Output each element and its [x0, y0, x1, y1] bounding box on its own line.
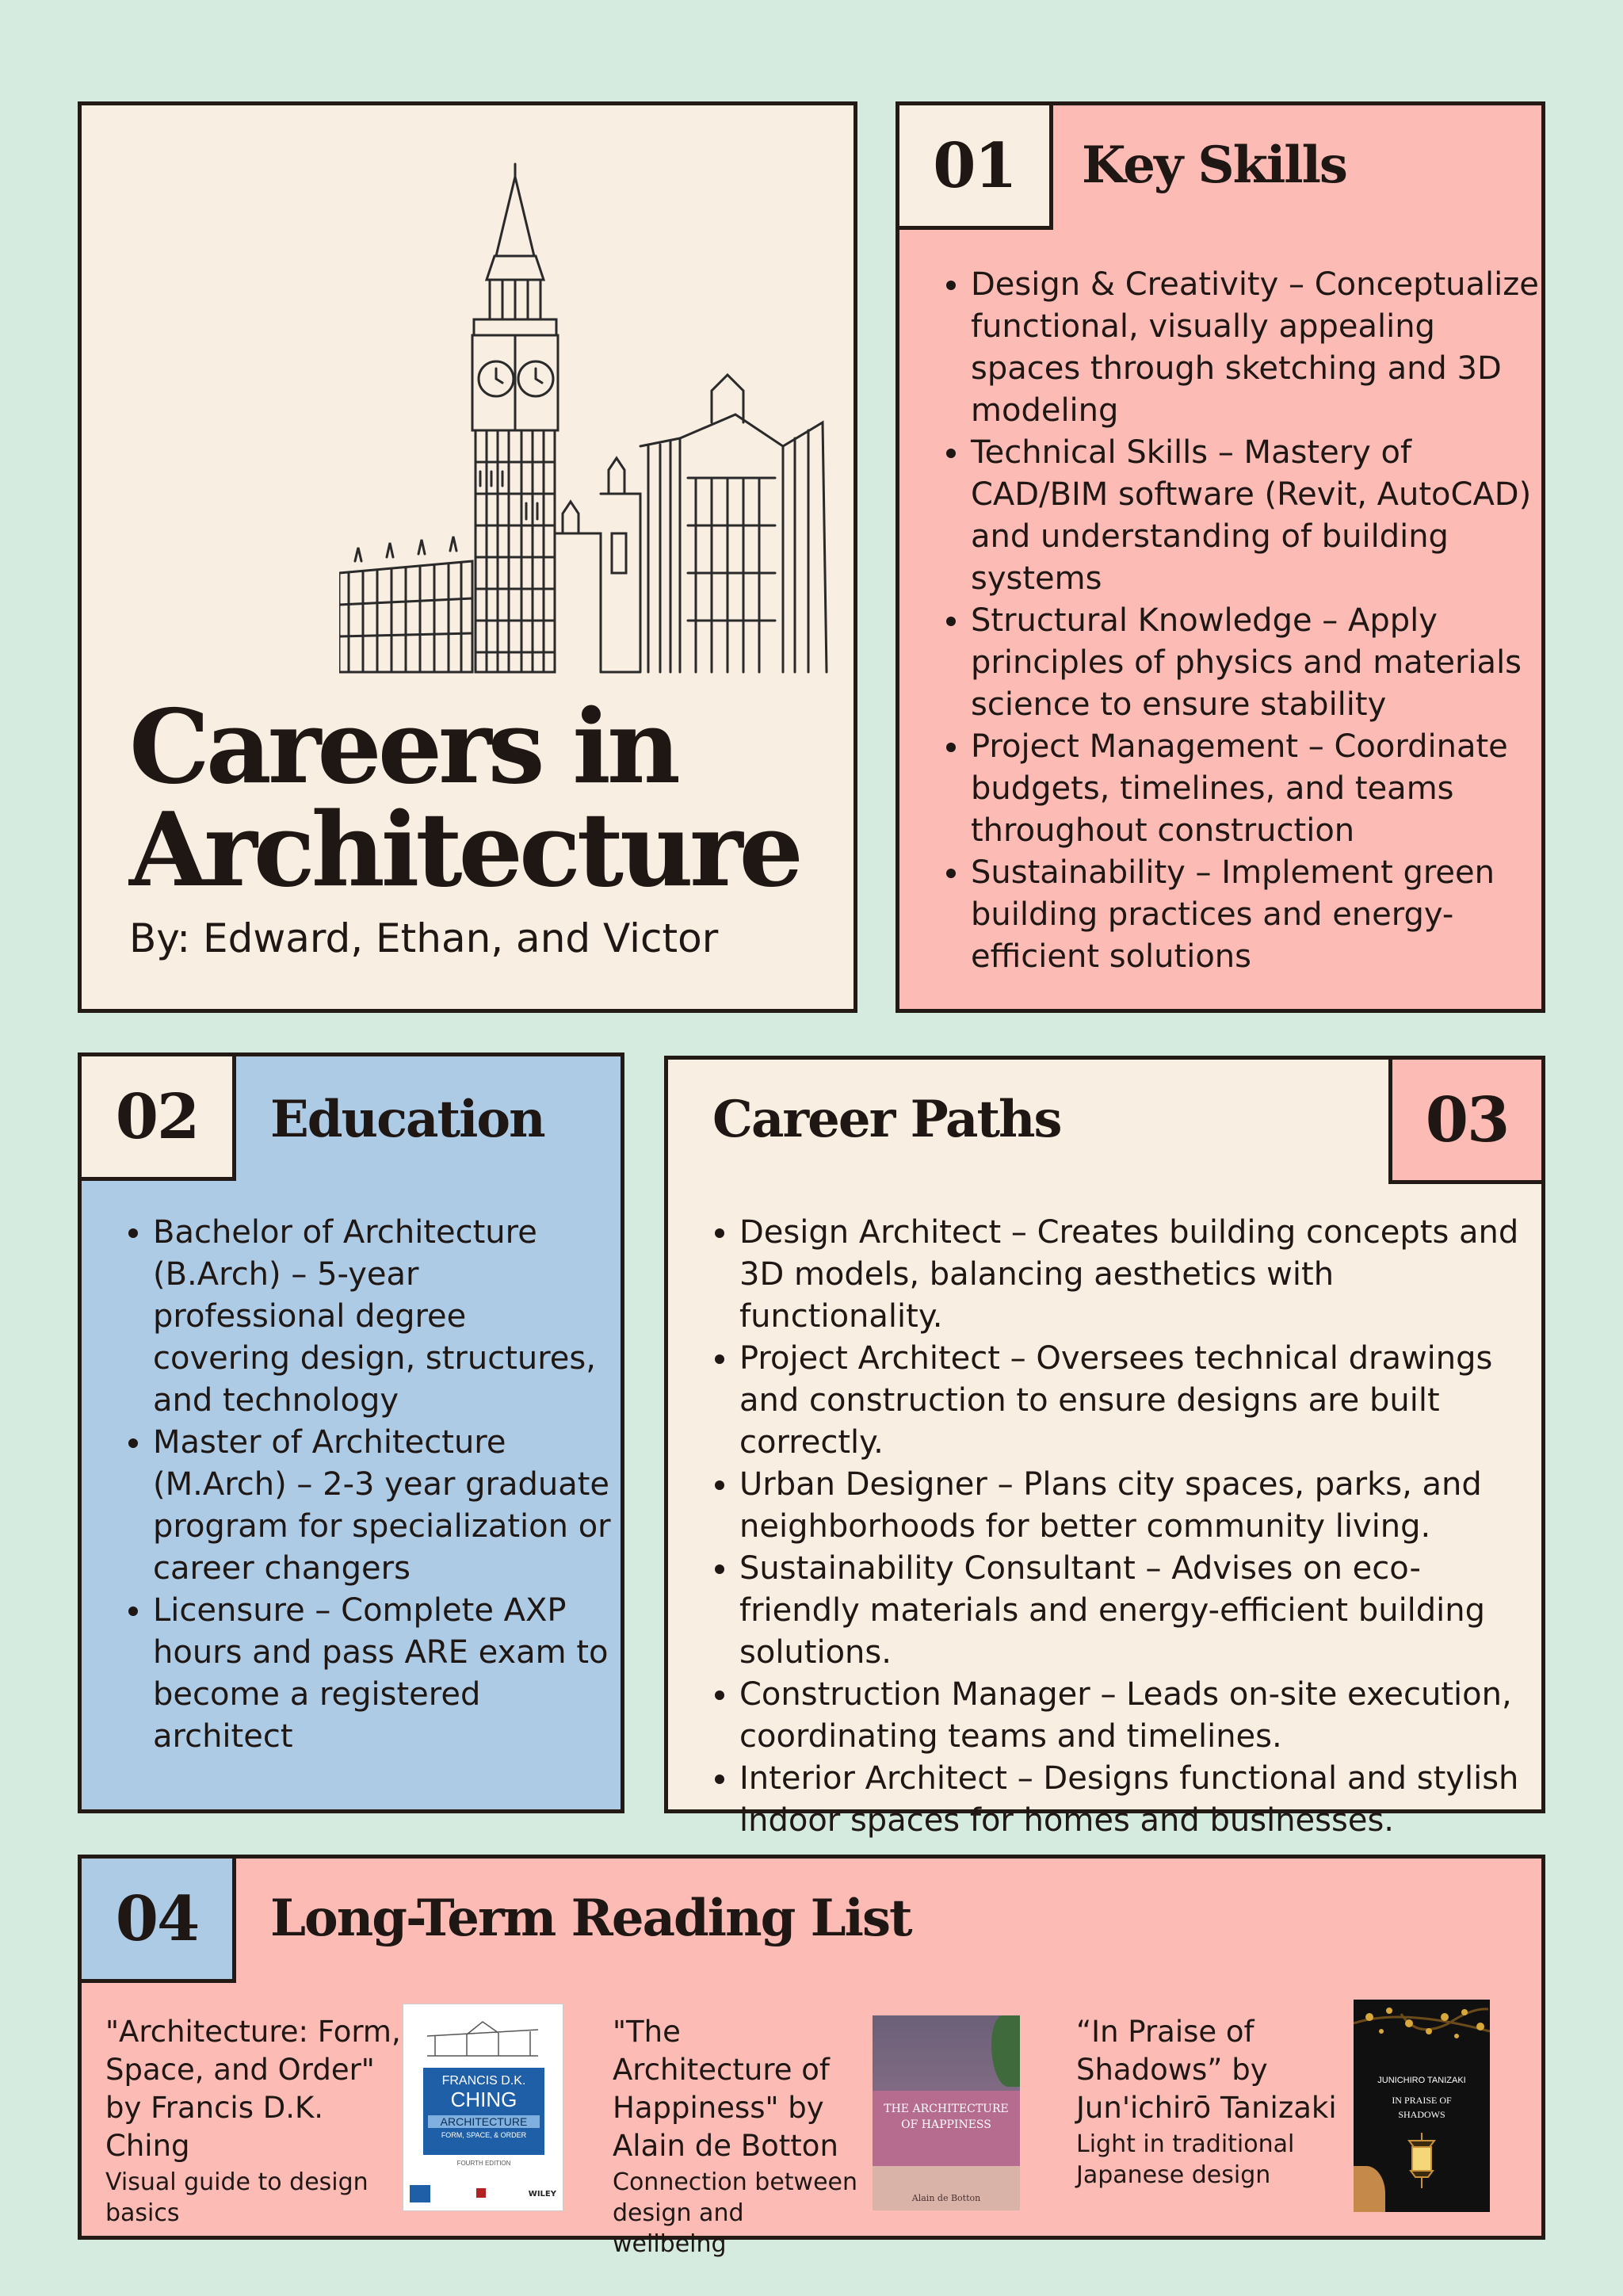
list-item: • Project Management – Coordinate budgets, timelines, and teams throughout construction	[971, 726, 1541, 852]
key-skills-panel	[896, 101, 1545, 1013]
section-number-04: 04	[78, 1855, 236, 1983]
figure-silhouette	[1354, 2166, 1385, 2212]
blossom-branch-icon	[1354, 2000, 1490, 2071]
cover-floor	[873, 2166, 1020, 2210]
list-item: • Design Architect – Creates building concepts and 3D models, balancing aesthetics with functionality.	[739, 1212, 1532, 1338]
book-2-cover: THE ARCHITECTURE OF HAPPINESS Alain de Botton	[873, 2015, 1020, 2210]
page-title: Careers in Architecture	[129, 688, 800, 910]
book-description: Visual guide to design basics	[105, 2168, 369, 2227]
list-item: • Sustainability Consultant – Advises on eco-friendly materials and energy-efficient building solutions.	[739, 1548, 1532, 1674]
list-item: • Construction Manager – Leads on-site execution, coordinating teams and timelines.	[739, 1674, 1532, 1758]
book-3-info	[1076, 2013, 1346, 2191]
section-number-03: 03	[1388, 1056, 1545, 1184]
list-item: • Master of Architecture (M.Arch) – 2-3 year graduate program for specialization or career changers	[153, 1422, 613, 1590]
section-number-01: 01	[896, 101, 1053, 230]
book-title: "Architecture: Form, Space, and Order" by Francis D.K. Ching	[105, 2015, 401, 2163]
book-description: Light in traditional Japanese design	[1076, 2130, 1295, 2189]
list-item: • Urban Designer – Plans city spaces, parks, and neighborhoods for better community living.	[739, 1464, 1532, 1548]
section-heading-key-skills: Key Skills	[1082, 136, 1346, 195]
list-item: • Bachelor of Architecture (B.Arch) – 5-year professional degree covering design, structures, and technology	[153, 1212, 613, 1422]
list-item: • Project Architect – Oversees technical drawings and construction to ensure designs are built correctly.	[739, 1338, 1532, 1464]
byline: By: Edward, Ethan, and Victor	[129, 915, 719, 961]
section-heading-reading-list: Long-Term Reading List	[270, 1889, 911, 1948]
list-item: • Licensure – Complete AXP hours and pass ARE exam to become a registered architect	[153, 1590, 613, 1758]
book-title: “In Praise of Shadows” by Jun'ichirō Tanizaki	[1076, 2015, 1337, 2125]
book-title: "The Architecture of Happiness" by Alain de Botton	[613, 2015, 838, 2163]
career-paths-panel	[664, 1056, 1545, 1839]
cover-band: FRANCIS D.K. CHING ARCHITECTURE FORM, SPACE, & ORDER	[423, 2068, 544, 2155]
book-3-cover: JUNICHIRO TANIZAKI IN PRAISE OF SHADOWS	[1354, 2000, 1490, 2212]
reading-list-panel	[78, 1855, 1545, 2258]
title-panel	[78, 101, 857, 1013]
book-2-info	[613, 2013, 858, 2260]
section-heading-career-paths: Career Paths	[712, 1090, 1061, 1149]
list-item: • Interior Architect – Designs functional and stylish indoor spaces for homes and businesses.	[739, 1758, 1532, 1842]
section-heading-education: Education	[270, 1090, 544, 1149]
publisher-badge	[476, 2188, 486, 2198]
big-ben-sketch	[339, 161, 831, 676]
list-item: • Design & Creativity – Conceptualize functional, visually appealing spaces through sketching and 3D modeling	[971, 264, 1541, 432]
career-paths-list	[709, 1212, 1532, 1842]
house-sketch-icon	[419, 2012, 546, 2060]
education-panel	[78, 1052, 624, 1813]
publisher-logo	[410, 2185, 430, 2202]
book-1-cover: FRANCIS D.K. CHING ARCHITECTURE FORM, SPACE, & ORDER FOURTH EDITION WILEY	[403, 2004, 563, 2211]
book-1-info	[105, 2013, 407, 2229]
list-item: • Structural Knowledge – Apply principles of physics and materials science to ensure stability	[971, 600, 1541, 726]
list-item: • Sustainability – Implement green building practices and energy-efficient solutions	[971, 852, 1541, 978]
section-number-02: 02	[78, 1052, 236, 1181]
education-list	[123, 1212, 613, 1758]
list-item: • Technical Skills – Mastery of CAD/BIM software (Revit, AutoCAD) and understanding of building systems	[971, 432, 1541, 600]
tree-silhouette	[991, 2015, 1020, 2087]
book-description: Connection between design and wellbeing	[613, 2168, 858, 2258]
key-skills-list	[941, 264, 1541, 978]
lantern-icon	[1403, 2133, 1441, 2188]
